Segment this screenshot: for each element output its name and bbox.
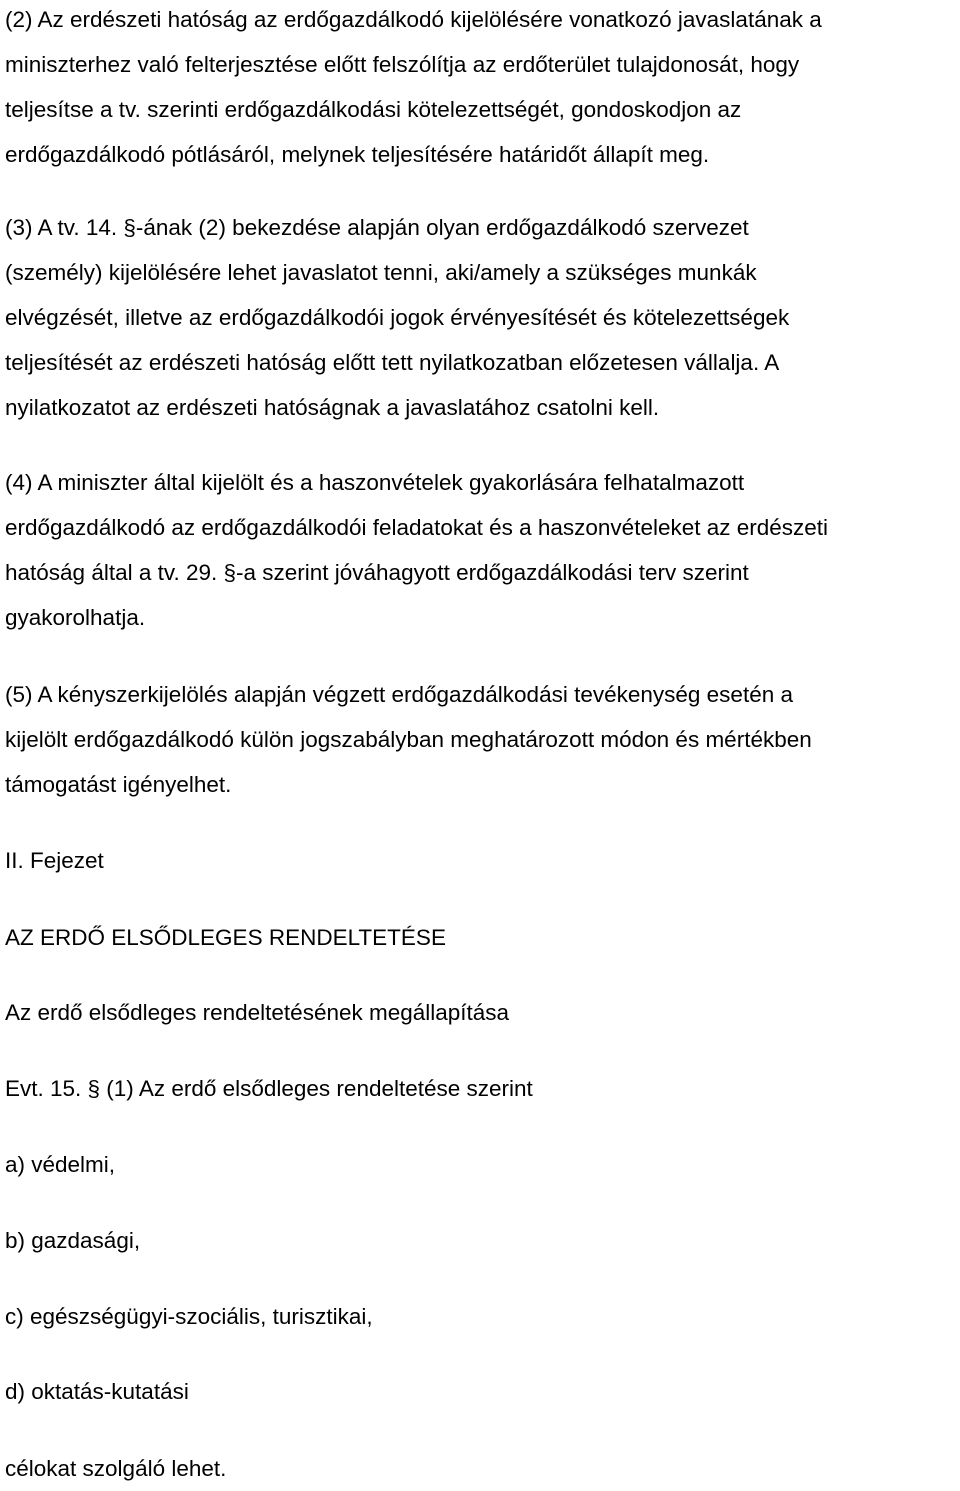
paragraph-line: miniszterhez való felterjesztése előtt felszólítja az erdőterület tulajdonosát, hogy (5, 52, 800, 77)
paragraph-line: kijelölt erdőgazdálkodó külön jogszabályban meghatározott módon és mértékben (5, 727, 812, 752)
paragraph-line: támogatást igényelhet. (5, 772, 232, 797)
paragraph-line: (2) Az erdészeti hatóság az erdőgazdálkodó kijelölésére vonatkozó javaslatának a (5, 7, 822, 32)
section-title: Az erdő elsődleges rendeltetésének megállapítása (5, 1000, 510, 1025)
paragraph-line: erdőgazdálkodó pótlásáról, melynek teljesítésére határidőt állapít meg. (5, 142, 710, 167)
list-item: c) egészségügyi-szociális, turisztikai, (5, 1304, 373, 1329)
paragraph-4 (5, 460, 828, 640)
paragraph-line: hatóság által a tv. 29. §-a szerint jóváhagyott erdőgazdálkodási terv szerint (5, 560, 749, 585)
list-item: a) védelmi, (5, 1152, 116, 1177)
paragraph-line: teljesítését az erdészeti hatóság előtt tett nyilatkozatban előzetesen vállalja. A (5, 350, 780, 375)
paragraph-line: (4) A miniszter által kijelölt és a haszonvételek gyakorlására felhatalmazott (5, 470, 745, 495)
chapter-title: AZ ERDŐ ELSŐDLEGES RENDELTETÉSE (5, 925, 446, 950)
article-heading: Evt. 15. § (1) Az erdő elsődleges rendeltetése szerint (5, 1076, 533, 1101)
paragraph-line: nyilatkozatot az erdészeti hatóságnak a javaslatához csatolni kell. (5, 395, 660, 420)
list-item: b) gazdasági, (5, 1228, 141, 1253)
paragraph-line: teljesítse a tv. szerinti erdőgazdálkodási kötelezettségét, gondoskodjon az (5, 97, 742, 122)
chapter-number: II. Fejezet (5, 848, 104, 873)
paragraph-line: elvégzését, illetve az erdőgazdálkodói jogok érvényesítését és kötelezettségek (5, 305, 790, 330)
paragraph-2 (5, 0, 822, 177)
paragraph-line: (3) A tv. 14. §-ának (2) bekezdése alapján olyan erdőgazdálkodó szervezet (5, 215, 749, 240)
list-item: d) oktatás-kutatási (5, 1379, 189, 1404)
paragraph-line: erdőgazdálkodó az erdőgazdálkodói feladatokat és a haszonvételeket az erdészeti (5, 515, 829, 540)
closing-text: célokat szolgáló lehet. (5, 1456, 227, 1481)
paragraph-line: (személy) kijelölésére lehet javaslatot tenni, aki/amely a szükséges munkák (5, 260, 757, 285)
paragraph-line: (5) A kényszerkijelölés alapján végzett erdőgazdálkodási tevékenység esetén a (5, 682, 793, 707)
paragraph-5 (5, 672, 812, 807)
paragraph-line: gyakorolhatja. (5, 605, 146, 630)
paragraph-3 (5, 205, 789, 430)
